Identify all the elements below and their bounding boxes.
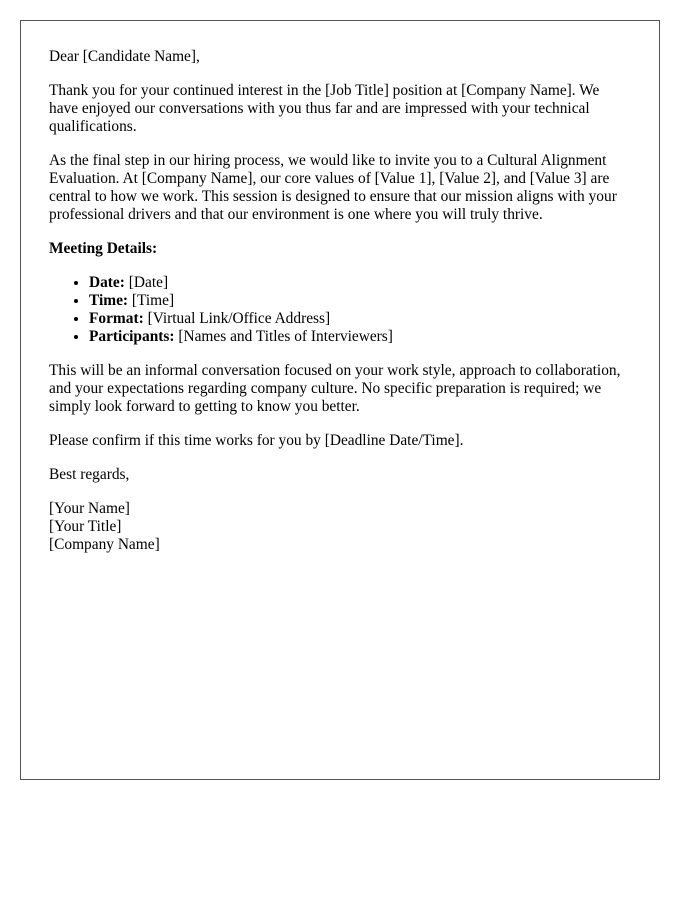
detail-value: [Virtual Link/Office Address]: [147, 310, 331, 327]
detail-format: [89, 310, 631, 328]
detail-label: Time:: [89, 292, 129, 309]
detail-value: [Date]: [128, 274, 169, 291]
signature-company: [Company Name]: [49, 536, 160, 553]
meeting-details-list: [49, 274, 631, 346]
detail-value: [Time]: [131, 292, 175, 309]
letter-body: [21, 21, 659, 554]
detail-label: Format:: [89, 310, 144, 327]
signature-title: [Your Title]: [49, 518, 122, 535]
detail-date: [89, 274, 631, 292]
detail-time: [89, 292, 631, 310]
detail-label: Date:: [89, 274, 125, 291]
letter-page: [20, 20, 660, 780]
intro-paragraph: Thank you for your continued interest in the [Job Title] position at [Company Name]. We have enjoyed our conversations with you thus far and are impressed with your technical qualifications.: [49, 82, 600, 135]
evaluation-paragraph: As the final step in our hiring process, we would like to invite you to a Cultural Alignment Evaluation. At [Company Name], our core values of [Value 1], [Value 2], and [Value 3] are central to how we work. This session is designed to ensure that our mission aligns with your professional drivers and that our environment is one where you will truly thrive.: [49, 152, 617, 223]
detail-label: Participants:: [89, 328, 175, 345]
confirm-paragraph: Please confirm if this time works for you by [Deadline Date/Time].: [49, 432, 464, 449]
signature-block: [49, 500, 631, 554]
conversation-paragraph: This will be an informal conversation focused on your work style, approach to collaboration, and your expectations regarding company culture. No specific preparation is required; we simply look forward to getting to know you better.: [49, 362, 621, 415]
meeting-details-heading: Meeting Details:: [49, 240, 158, 257]
closing: Best regards,: [49, 466, 130, 483]
signature-name: [Your Name]: [49, 500, 130, 517]
greeting: Dear [Candidate Name],: [49, 48, 200, 65]
detail-value: [Names and Titles of Interviewers]: [178, 328, 393, 345]
detail-participants: [89, 328, 631, 346]
